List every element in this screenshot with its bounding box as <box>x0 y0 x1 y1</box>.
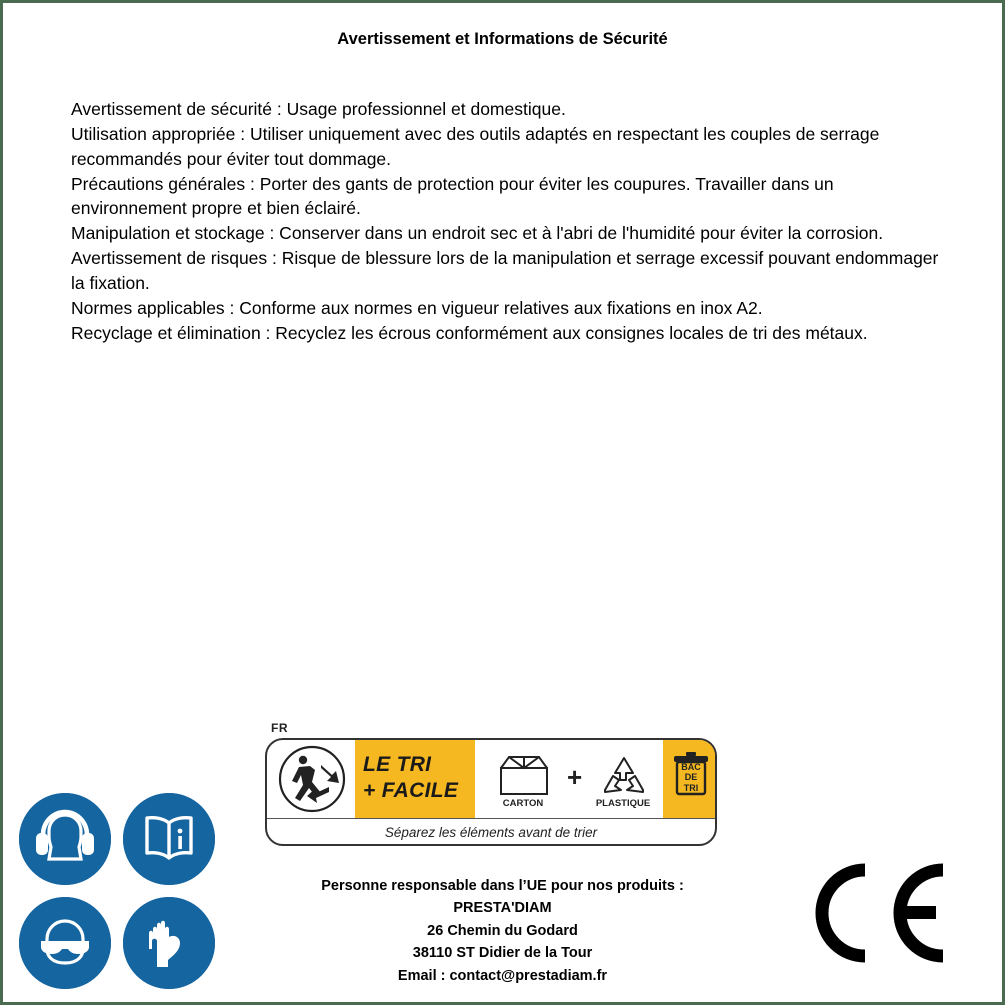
responsible-address-line1: 26 Chemin du Godard <box>427 922 578 939</box>
info-tri-label <box>265 721 725 851</box>
safety-paragraph: Précautions générales : Porter des gants de protection pour éviter les coupures. Travailler dans un environnement propre et bien éclairé. <box>71 173 834 219</box>
carton-caption: CARTON <box>502 798 544 809</box>
safety-paragraph: Utilisation appropriée : Utiliser uniquement avec des outils adaptés en respectant les couples de serrage recommandés pour éviter tout dommage. <box>71 123 880 169</box>
safety-paragraph: Avertissement de sécurité : Usage professionnel et domestique. <box>71 99 566 119</box>
ear-protection-icon <box>19 793 111 885</box>
responsible-intro-prefix: Personne responsable dans l’ <box>321 878 527 894</box>
read-instructions-icon <box>123 793 215 885</box>
ce-marking-icon <box>803 858 953 968</box>
tri-slogan-line2: + FACILE <box>363 779 459 803</box>
tri-slogan <box>363 752 458 805</box>
responsible-intro-strong: UE <box>526 878 547 894</box>
bin-caption-line2: DE <box>684 772 698 783</box>
plastic-caption: PLASTIQUE <box>595 798 651 809</box>
responsible-email: Email : contact@prestadiam.fr <box>397 967 608 984</box>
responsible-address-line2: 38110 ST Didier de la Tour <box>412 945 593 962</box>
responsible-intro-suffix: pour nos produits : <box>546 878 684 894</box>
tri-slogan-line1: LE TRI <box>363 753 432 776</box>
tri-box <box>265 738 717 846</box>
tri-country-code: FR <box>271 721 288 735</box>
triman-icon <box>269 740 355 818</box>
safety-paragraph: Recyclage et élimination : Recyclez les écrous conformément aux consignes locales de tri des métaux. <box>71 322 868 343</box>
plastic-recycle-icon <box>593 752 655 798</box>
bin-caption-line1: BAC <box>681 762 701 772</box>
safety-paragraph: Manipulation et stockage : Conserver dans un endroit sec et à l'abri de l'humidité pour éviter la corrosion. <box>71 223 884 244</box>
page-title: Avertissement et Informations de Sécurité <box>337 30 668 48</box>
bin-caption <box>665 762 717 793</box>
tri-plus-symbol: + <box>567 762 583 792</box>
safety-paragraph: Avertissement de risques : Risque de blessure lors de la manipulation et serrage excessif pouvant endommager la fixation. <box>71 248 939 293</box>
responsible-company: PRESTA'DIAM <box>453 900 552 917</box>
safety-text-block <box>71 97 944 345</box>
tri-footer-text: Séparez les éléments avant de trier <box>267 818 715 846</box>
carton-icon <box>493 752 555 798</box>
safety-paragraph: Normes applicables : Conforme aux normes en vigueur relatives aux fixations en inox A2. <box>71 297 763 318</box>
bin-caption-line3: TRI <box>683 782 699 793</box>
